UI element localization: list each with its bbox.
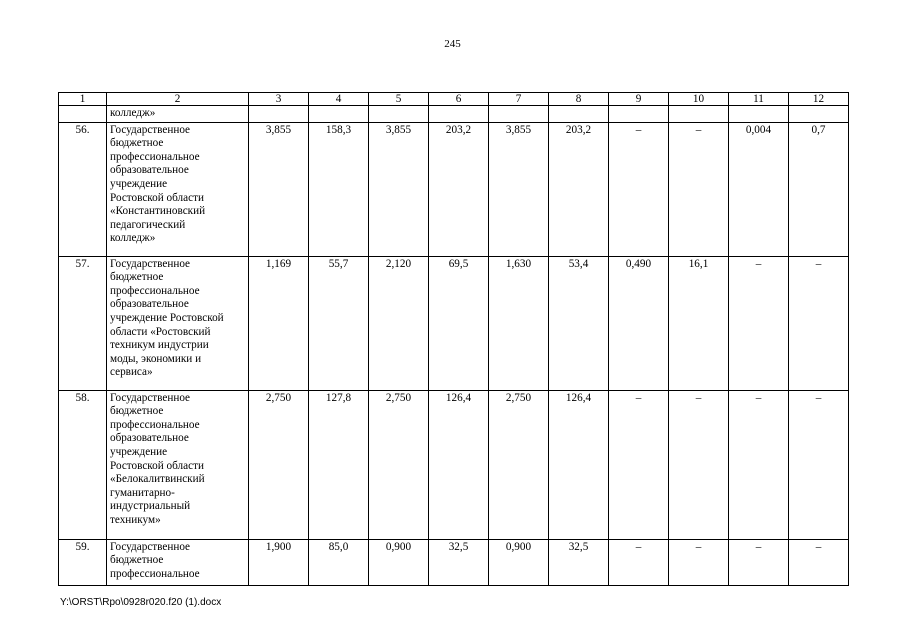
name-line: моды, экономики и — [110, 352, 202, 365]
name-line: сервиса» — [110, 366, 153, 379]
name-line: Государственное — [110, 123, 191, 136]
name-line: колледж» — [110, 107, 156, 119]
page-number: 245 — [444, 38, 461, 50]
value-cell-col-6: 69,5 — [429, 256, 489, 390]
name-line: Ростовской области — [110, 459, 204, 472]
name-line: образовательное — [110, 164, 189, 177]
value-cell-col-5: 2,750 — [369, 390, 429, 539]
name-line: профессиональное — [110, 284, 200, 297]
table-row — [59, 256, 849, 390]
header-cell: 1 — [59, 93, 107, 106]
name-line: области «Ростовский — [110, 325, 211, 338]
name-line: образовательное — [110, 432, 189, 445]
row-name-cell — [107, 106, 249, 123]
row-name-cell — [107, 390, 249, 539]
name-line: бюджетное — [110, 405, 164, 418]
row-name-cell — [107, 256, 249, 390]
name-line: профессиональное — [110, 150, 200, 163]
value-cell-col-8: 32,5 — [549, 539, 609, 585]
value-cell-col-3: 3,855 — [249, 122, 309, 256]
value-cell-col-3: 1,900 — [249, 539, 309, 585]
name-line: учреждение — [110, 445, 168, 458]
value-cell-col-11: – — [729, 539, 789, 585]
value-cell-col-12: – — [789, 390, 849, 539]
value-cell-col-10: – — [669, 539, 729, 585]
value-cell-col-9: 0,490 — [609, 256, 669, 390]
data-table — [58, 92, 849, 586]
name-line: «Константиновский — [110, 205, 206, 218]
value-cell-col-5: 0,900 — [369, 539, 429, 585]
value-cell-col-11: – — [729, 256, 789, 390]
name-line: Ростовской области — [110, 191, 204, 204]
header-cell: 12 — [789, 93, 849, 106]
header-row — [59, 93, 849, 106]
row-number-cell: 56. — [59, 122, 107, 256]
name-line: учреждение Ростовской — [110, 311, 224, 324]
value-cell-col-6: 32,5 — [429, 539, 489, 585]
value-cell-col-7: 3,855 — [489, 122, 549, 256]
row-name-cell — [107, 122, 249, 256]
header-cell: 6 — [429, 93, 489, 106]
value-cell-col-8: 203,2 — [549, 122, 609, 256]
name-line: бюджетное — [110, 137, 164, 150]
name-line: гуманитарно- — [110, 486, 175, 499]
value-cell-col-5: 2,120 — [369, 256, 429, 390]
row-name-cell — [107, 539, 249, 585]
value-cell-col-9: – — [609, 539, 669, 585]
header-cell: 7 — [489, 93, 549, 106]
value-cell-col-7: 0,900 — [489, 539, 549, 585]
name-line: индустриальный — [110, 500, 191, 513]
value-cell-col-10: – — [669, 390, 729, 539]
row-number-cell: 58. — [59, 390, 107, 539]
header-cell: 2 — [107, 93, 249, 106]
value-cell-col-7: 2,750 — [489, 390, 549, 539]
header-cell: 3 — [249, 93, 309, 106]
value-cell-col-12: 0,7 — [789, 122, 849, 256]
value-cell-col-11: 0,004 — [729, 122, 789, 256]
table-row — [59, 122, 849, 256]
name-line: техникум» — [110, 513, 161, 526]
value-cell-col-8: 53,4 — [549, 256, 609, 390]
table-row — [59, 539, 849, 585]
header-cell: 9 — [609, 93, 669, 106]
value-cell-col-6: 126,4 — [429, 390, 489, 539]
value-cell-col-4: 85,0 — [309, 539, 369, 585]
value-cell-col-4: 55,7 — [309, 256, 369, 390]
header-cell: 11 — [729, 93, 789, 106]
value-cell-col-8: 126,4 — [549, 390, 609, 539]
header-cell: 10 — [669, 93, 729, 106]
name-line: техникум индустрии — [110, 339, 209, 352]
value-cell-col-3: 1,169 — [249, 256, 309, 390]
header-cell: 8 — [549, 93, 609, 106]
name-line: образовательное — [110, 298, 189, 311]
name-line: бюджетное — [110, 554, 164, 567]
value-cell-col-12: – — [789, 256, 849, 390]
name-line: Государственное — [110, 540, 191, 553]
value-cell-col-6: 203,2 — [429, 122, 489, 256]
value-cell-col-12: – — [789, 539, 849, 585]
table-row — [59, 390, 849, 539]
value-cell-col-10: – — [669, 122, 729, 256]
value-cell-col-9: – — [609, 390, 669, 539]
name-line: учреждение — [110, 177, 168, 190]
value-cell-col-5: 3,855 — [369, 122, 429, 256]
name-line: педагогический — [110, 218, 186, 231]
value-cell-col-9: – — [609, 122, 669, 256]
name-line: колледж» — [110, 232, 156, 245]
value-cell-col-11: – — [729, 390, 789, 539]
value-cell-col-10: 16,1 — [669, 256, 729, 390]
value-cell-col-4: 158,3 — [309, 122, 369, 256]
name-line: Государственное — [110, 391, 191, 404]
name-line: профессиональное — [110, 418, 200, 431]
name-line: профессиональное — [110, 567, 200, 580]
row-number-cell — [59, 106, 107, 123]
name-line: Государственное — [110, 257, 191, 270]
value-cell-col-4: 127,8 — [309, 390, 369, 539]
header-cell: 5 — [369, 93, 429, 106]
continuation-row — [59, 106, 849, 123]
value-cell-col-7: 1,630 — [489, 256, 549, 390]
row-number-cell: 57. — [59, 256, 107, 390]
name-line: бюджетное — [110, 271, 164, 284]
row-number-cell: 59. — [59, 539, 107, 585]
footer-file-path: Y:\ORST\Rpo\0928r020.f20 (1).docx — [60, 597, 222, 608]
name-line: «Белокалитвинский — [110, 473, 205, 486]
value-cell-col-3: 2,750 — [249, 390, 309, 539]
header-cell: 4 — [309, 93, 369, 106]
